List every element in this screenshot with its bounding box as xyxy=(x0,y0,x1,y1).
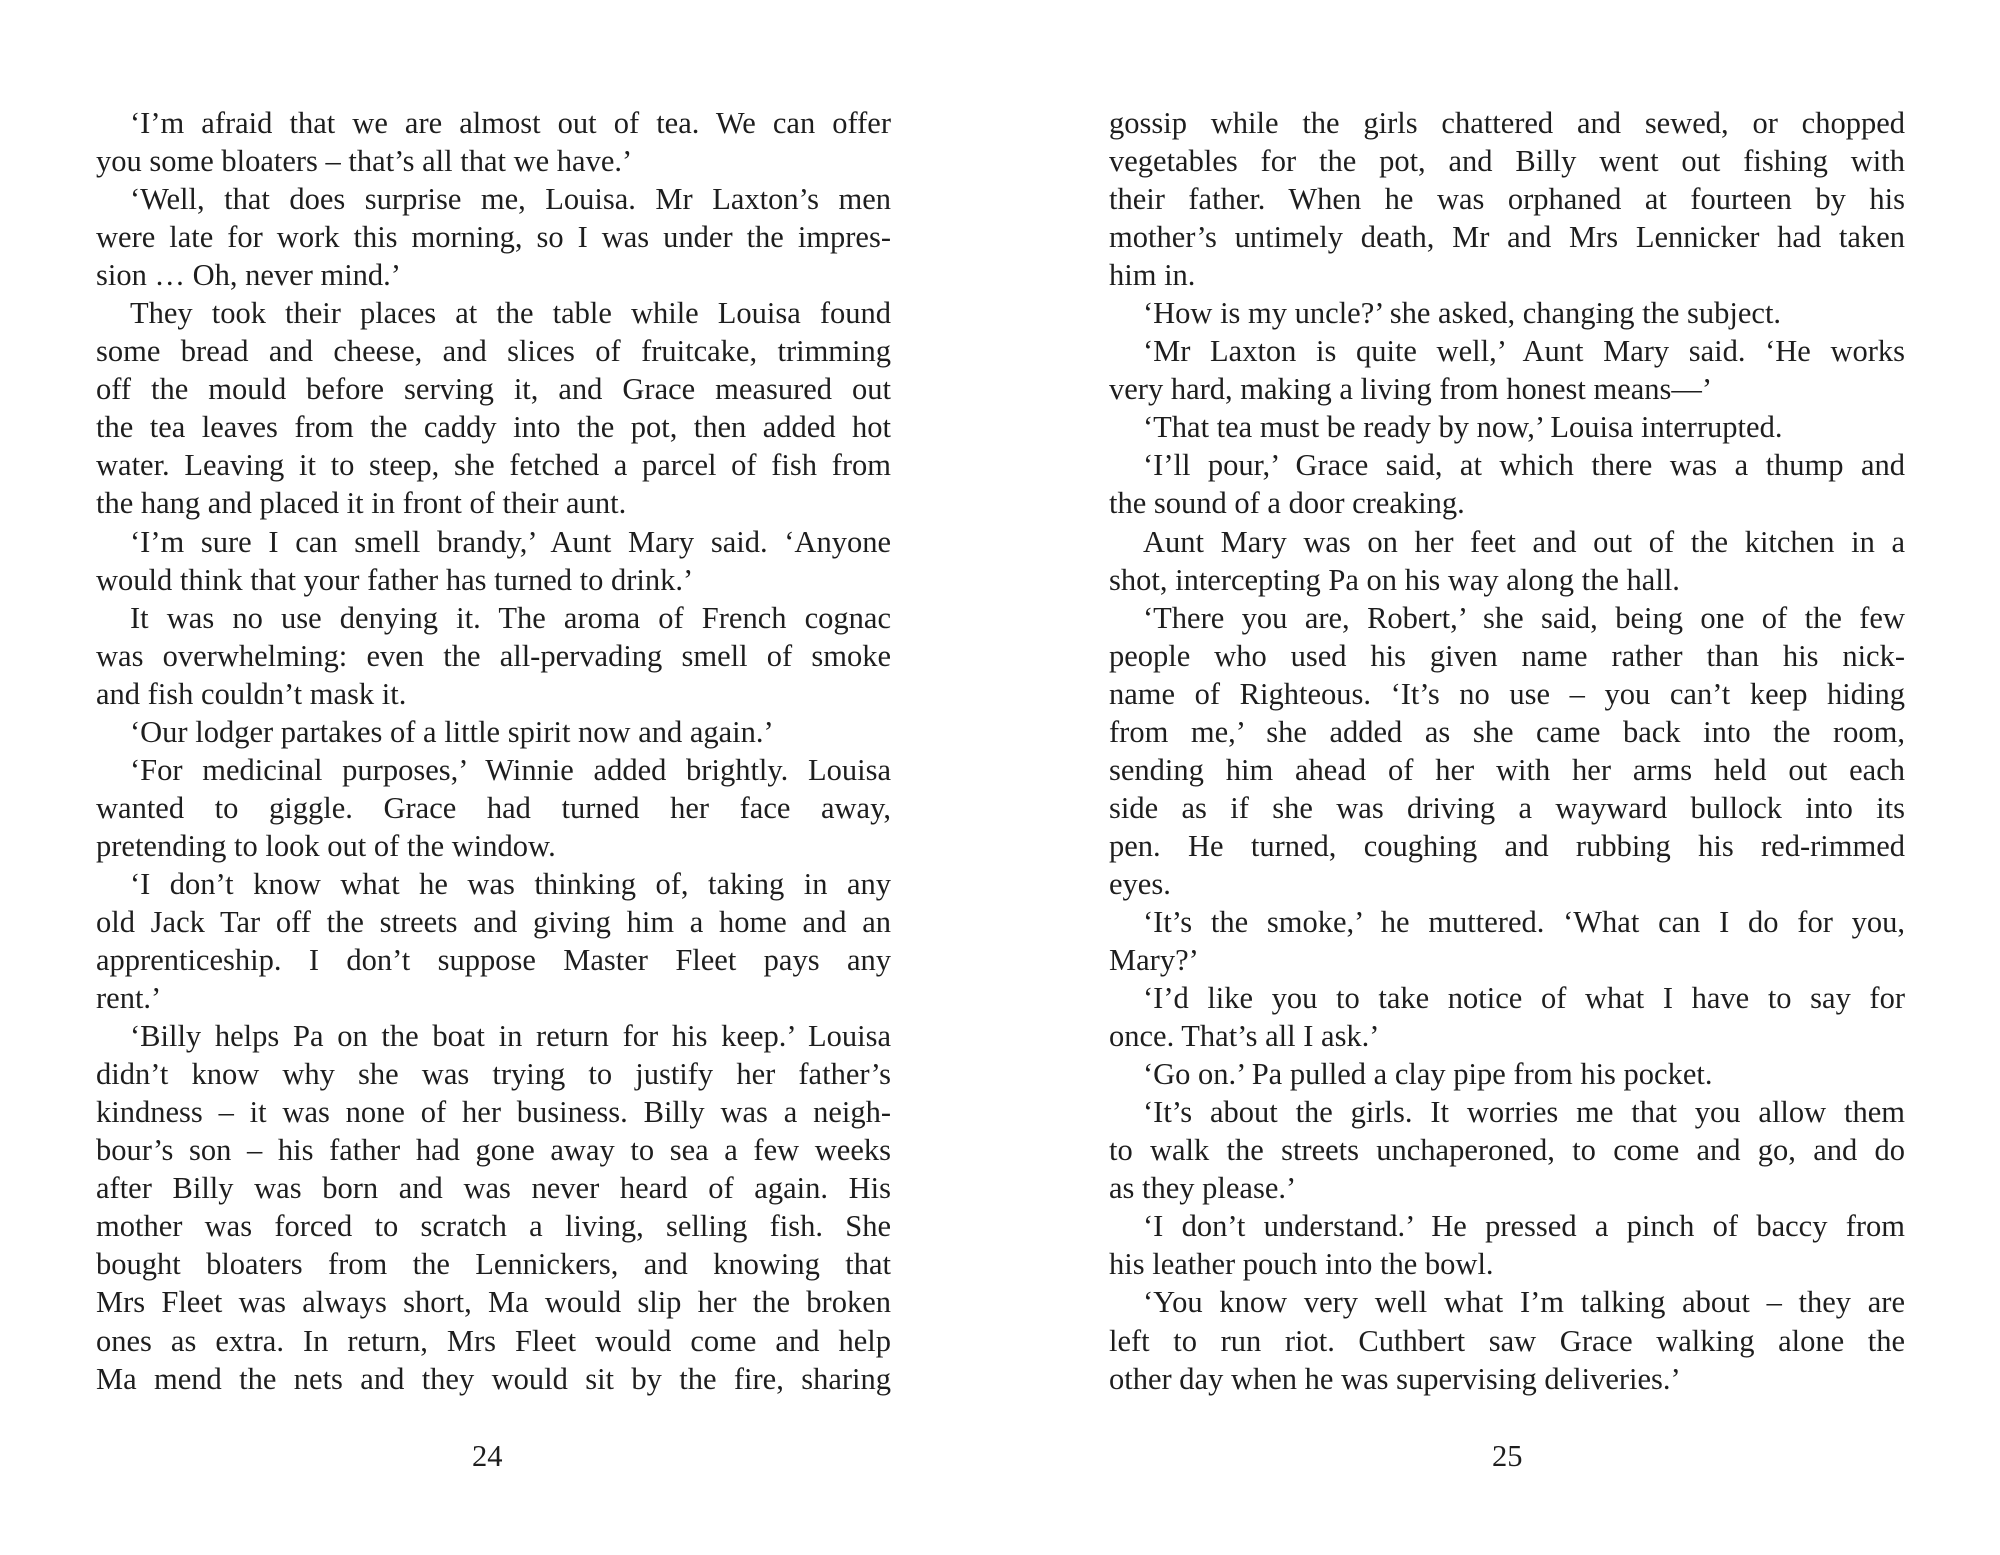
text-line: ‘Our lodger partakes of a little spirit now and again.’ xyxy=(130,714,774,749)
text-line: ‘For medicinal purposes,’ Winnie added brightly. Louisa xyxy=(130,752,891,787)
text-line: ‘That tea must be ready by now,’ Louisa interrupted. xyxy=(1143,410,1783,445)
text-line: pen. He turned, coughing and rubbing his red-rimmed xyxy=(1109,828,1905,863)
text-line: ‘I’m afraid that we are almost out of tea. We can offer xyxy=(130,106,891,140)
text-line: ‘How is my uncle?’ she asked, changing the subject. xyxy=(1143,296,1782,331)
text-line: the hang and placed it in front of their aunt. xyxy=(96,486,627,521)
text-line: was overwhelming: even the all-pervading smell of smoke xyxy=(96,638,891,673)
text-line: ‘You know very well what I’m talking about – they are xyxy=(1143,1285,1905,1320)
text-line: him in. xyxy=(1109,258,1196,293)
left-page-text xyxy=(96,104,891,1398)
text-line: vegetables for the pot, and Billy went out fishing with xyxy=(1109,144,1905,179)
text-line: left to run riot. Cuthbert saw Grace walking alone the xyxy=(1109,1323,1905,1358)
text-line: were late for work this morning, so I was under the impres- xyxy=(96,220,891,255)
text-line: ‘Well, that does surprise me, Louisa. Mr Laxton’s men xyxy=(130,182,891,217)
text-line: Ma mend the nets and they would sit by the fire, sharing xyxy=(96,1361,891,1396)
right-page-text xyxy=(1109,104,1905,1398)
left-page-number: 24 xyxy=(472,1439,503,1473)
text-line: their father. When he was orphaned at fourteen by his xyxy=(1109,182,1905,217)
text-line: would think that your father has turned to drink.’ xyxy=(96,562,694,597)
right-page xyxy=(1109,104,1905,1398)
text-line: you some bloaters – that’s all that we have.’ xyxy=(96,144,633,179)
text-line: old Jack Tar off the streets and giving him a home and an xyxy=(96,904,891,939)
left-page xyxy=(96,104,891,1398)
text-line: bought bloaters from the Lennickers, and knowing that xyxy=(96,1247,891,1282)
text-line: sending him ahead of her with her arms held out each xyxy=(1109,752,1905,787)
text-line: ‘It’s about the girls. It worries me that you allow them xyxy=(1143,1095,1905,1130)
text-line: some bread and cheese, and slices of fruitcake, trimming xyxy=(96,334,891,369)
text-line: mother’s untimely death, Mr and Mrs Lennicker had taken xyxy=(1109,220,1905,255)
text-line: ‘I’ll pour,’ Grace said, at which there was a thump and xyxy=(1143,448,1905,483)
text-line: ‘Go on.’ Pa pulled a clay pipe from his pocket. xyxy=(1143,1057,1713,1092)
text-line: other day when he was supervising deliveries.’ xyxy=(1109,1361,1681,1396)
text-line: They took their places at the table while Louisa found xyxy=(130,296,891,331)
text-line: from me,’ she added as she came back into the room, xyxy=(1109,714,1905,749)
text-line: once. That’s all I ask.’ xyxy=(1109,1019,1380,1054)
text-line: Mrs Fleet was always short, Ma would slip her the broken xyxy=(96,1285,891,1320)
text-line: ‘It’s the smoke,’ he muttered. ‘What can I do for you, xyxy=(1143,904,1905,939)
text-line: and fish couldn’t mask it. xyxy=(96,676,407,711)
text-line: side as if she was driving a wayward bullock into its xyxy=(1109,790,1905,825)
text-line: ‘Billy helps Pa on the boat in return for his keep.’ Louisa xyxy=(130,1019,891,1054)
text-line: ‘I don’t understand.’ He pressed a pinch of baccy from xyxy=(1143,1209,1905,1244)
text-line: apprenticeship. I don’t suppose Master Fleet pays any xyxy=(96,943,891,978)
text-line: rent.’ xyxy=(96,981,162,1016)
text-line: kindness – it was none of her business. Billy was a neigh- xyxy=(96,1095,891,1130)
text-line: name of Righteous. ‘It’s no use – you can’t keep hiding xyxy=(1109,676,1905,711)
text-line: didn’t know why she was trying to justify her father’s xyxy=(96,1057,891,1092)
text-line: mother was forced to scratch a living, selling fish. She xyxy=(96,1209,891,1244)
text-line: sion … Oh, never mind.’ xyxy=(96,258,401,293)
text-line: shot, intercepting Pa on his way along the hall. xyxy=(1109,562,1680,597)
text-line: ‘I’d like you to take notice of what I have to say for xyxy=(1143,981,1905,1016)
text-line: pretending to look out of the window. xyxy=(96,828,556,863)
text-line: very hard, making a living from honest means—’ xyxy=(1109,372,1713,407)
text-line: bour’s son – his father had gone away to sea a few weeks xyxy=(96,1133,891,1168)
text-line: gossip while the girls chattered and sewed, or chopped xyxy=(1109,106,1905,140)
text-line: to walk the streets unchaperoned, to come and go, and do xyxy=(1109,1133,1905,1168)
text-line: people who used his given name rather than his nick- xyxy=(1109,638,1905,673)
text-line: wanted to giggle. Grace had turned her face away, xyxy=(96,790,891,825)
text-line: Aunt Mary was on her feet and out of the kitchen in a xyxy=(1143,524,1905,559)
text-line: It was no use denying it. The aroma of French cognac xyxy=(130,600,891,635)
text-line: ‘I don’t know what he was thinking of, taking in any xyxy=(130,866,891,901)
text-line: ones as extra. In return, Mrs Fleet would come and help xyxy=(96,1323,891,1358)
text-line: the sound of a door creaking. xyxy=(1109,486,1465,521)
text-line: off the mould before serving it, and Grace measured out xyxy=(96,372,891,407)
text-line: ‘Mr Laxton is quite well,’ Aunt Mary said. ‘He works xyxy=(1143,334,1905,369)
text-line: water. Leaving it to steep, she fetched a parcel of fish from xyxy=(96,448,891,483)
text-line: his leather pouch into the bowl. xyxy=(1109,1247,1494,1282)
text-line: as they please.’ xyxy=(1109,1171,1297,1206)
text-line: the tea leaves from the caddy into the pot, then added hot xyxy=(96,410,891,445)
text-line: after Billy was born and was never heard of again. His xyxy=(96,1171,891,1206)
text-line: Mary?’ xyxy=(1109,943,1199,978)
text-line: eyes. xyxy=(1109,866,1171,901)
text-line: ‘I’m sure I can smell brandy,’ Aunt Mary said. ‘Anyone xyxy=(130,524,891,559)
right-page-number: 25 xyxy=(1492,1439,1523,1473)
text-line: ‘There you are, Robert,’ she said, being one of the few xyxy=(1143,600,1905,635)
